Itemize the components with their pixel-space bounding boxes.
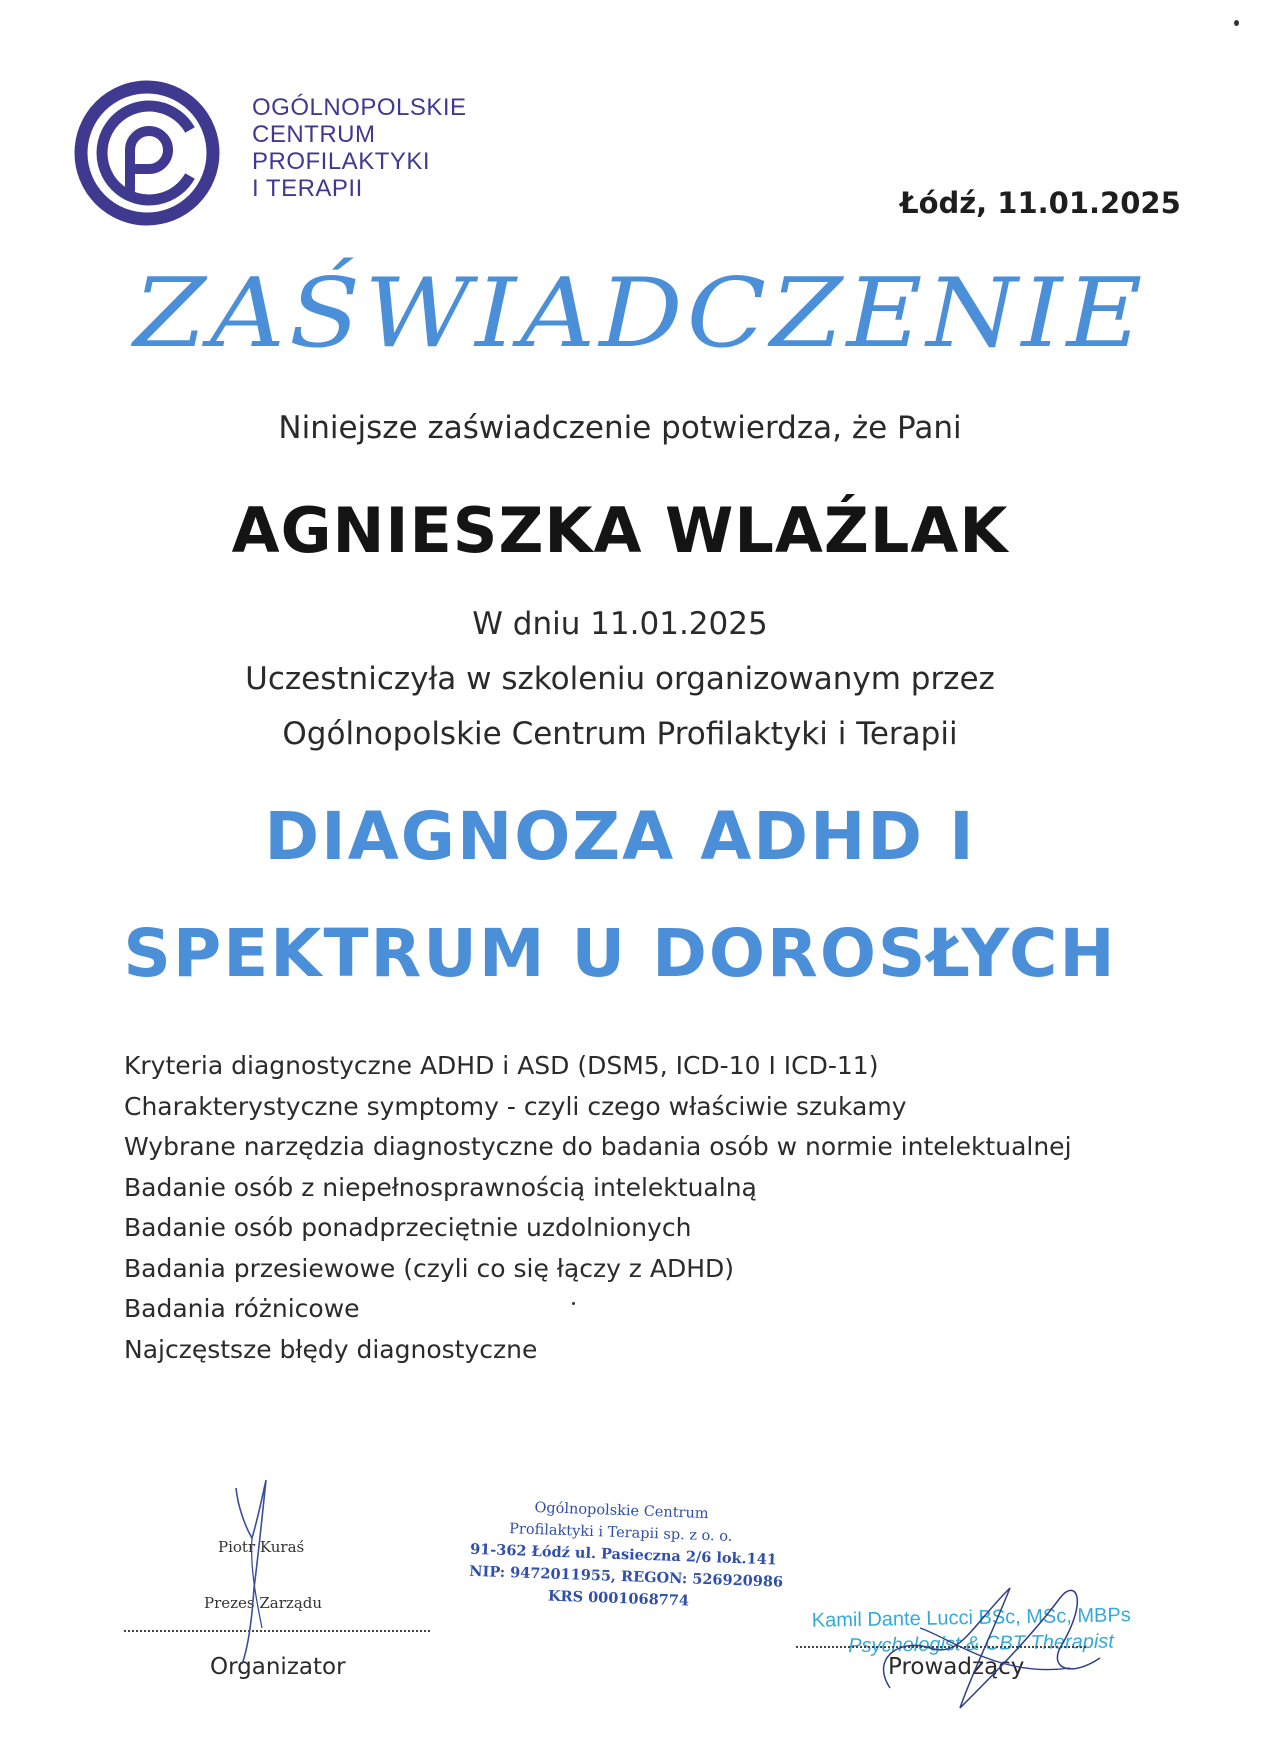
stamp-line: 91-362 Łódź ul. Pasieczna 2/6 lok.141 xyxy=(469,1540,778,1569)
organization-logo-text xyxy=(252,94,467,202)
logo-line: CENTRUM xyxy=(252,121,376,148)
topic-item: Badanie osób ponadprzeciętnie uzdolnionych xyxy=(124,1213,692,1242)
place-and-date: Łódź, 11.01.2025 xyxy=(900,186,1181,220)
lecturer-label: Prowadzący xyxy=(888,1654,1025,1680)
handwritten-signature-right xyxy=(860,1568,1110,1718)
stamp-line: Profilaktyki i Terapii sp. z o. o. xyxy=(508,1521,733,1545)
logo-line: OGÓLNOPOLSKIE xyxy=(252,94,467,121)
handwritten-signature-left xyxy=(232,1478,282,1668)
participation-text: Uczestniczyła w szkoleniu organizowanym przez xyxy=(245,661,995,697)
stamp-line: KRS 0001068774 xyxy=(547,1587,690,1610)
topic-item: Badanie osób z niepełnosprawnością intelektualną xyxy=(124,1172,757,1202)
organization-logo-icon xyxy=(72,78,222,228)
logo-line: PROFILAKTYKI xyxy=(252,148,431,175)
course-title-line: SPEKTRUM U DOROSŁYCH xyxy=(123,915,1117,992)
topic-item: Badania przesiewowe (czyli co się łączy z ADHD) xyxy=(124,1253,735,1283)
topic-item: Kryteria diagnostyczne ADHD i ASD (DSM5, ICD-10 I ICD-11) xyxy=(124,1051,879,1080)
recipient-name: AGNIESZKA WLAŹLAK xyxy=(231,494,1009,567)
certificate-title: ZAŚWIADCZENIE xyxy=(133,256,1147,370)
scan-speck xyxy=(572,1302,575,1305)
organizer-label: Organizator xyxy=(210,1654,346,1680)
topics-list xyxy=(124,1046,1072,1370)
course-title-line: DIAGNOZA ADHD I xyxy=(264,798,976,875)
intro-text: Niniejsze zaświadczenie potwierdza, że Pani xyxy=(278,410,962,446)
signatory-name: Piotr Kuraś xyxy=(218,1538,305,1556)
topic-item: Badania różnicowe xyxy=(124,1294,360,1323)
topic-item: Najczęstsze błędy diagnostyczne xyxy=(124,1334,538,1364)
lecturer-stamp-name: Kamil Dante Lucci BSc, MSc, MBPs xyxy=(811,1604,1131,1632)
organizer-name: Ogólnopolskie Centrum Profilaktyki i Terapii xyxy=(282,716,958,752)
event-date: W dniu 11.01.2025 xyxy=(472,606,768,642)
scan-speck xyxy=(1234,20,1239,26)
topic-item: Wybrane narzędzia diagnostyczne do badania osób w normie intelektualnej xyxy=(124,1132,1072,1161)
stamp-line: NIP: 9472011955, REGON: 526920986 xyxy=(469,1562,784,1591)
lecturer-stamp-title: Psychologist & CBT Therapist xyxy=(848,1630,1115,1658)
logo-line: I TERAPII xyxy=(252,175,363,202)
company-stamp xyxy=(468,1495,784,1615)
signatory-role: Prezes Zarządu xyxy=(204,1594,323,1612)
stamp-line: Ogólnopolskie Centrum xyxy=(534,1499,709,1523)
topic-item: Charakterystyczne symptomy - czyli czego właściwie szukamy xyxy=(124,1091,907,1121)
